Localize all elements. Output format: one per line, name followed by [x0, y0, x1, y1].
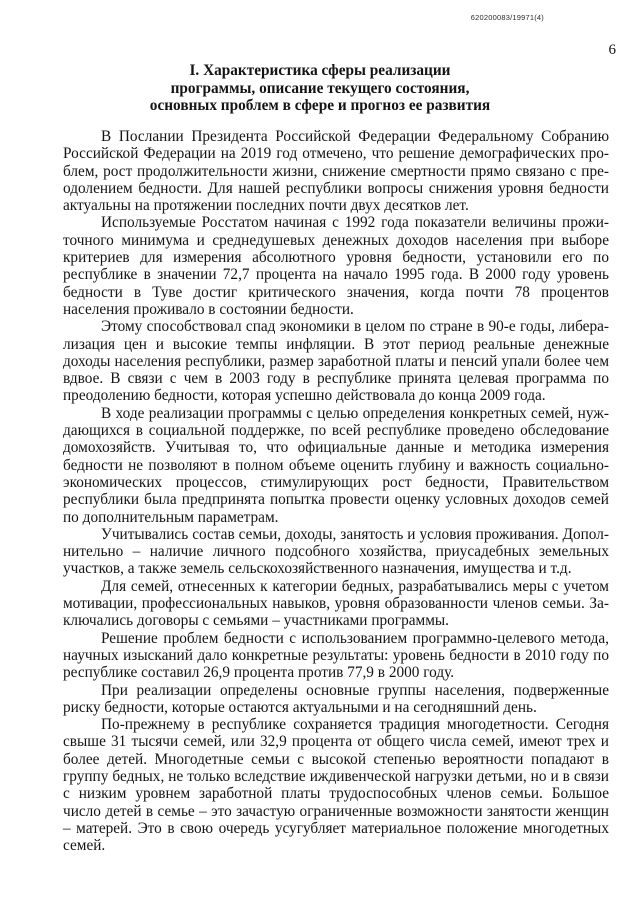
paragraph: Решение проблем бедности с использованием программно-целевого метода, научных изысканий дало конкретные результаты: уровень бедности в 2010 году по республике составил 26,9 процента против 77,9 в 2000 году. [63, 629, 609, 682]
paragraph: Учитывались состав семьи, доходы, занятость и условия проживания. Дополнительно – наличие личного подсобного хозяйства, приусадебных земельных участков, а также земель сельскохозяйственного назначения, имущества и т.д. [63, 525, 609, 578]
document-code: 620200083/19971(4) [470, 13, 544, 22]
section-title-line: программы, описание текущего состояния, [170, 79, 470, 97]
section-title-line: основных проблем в сфере и прогноз ее развития [149, 97, 491, 114]
paragraph: Используемые Росстатом начиная с 1992 года показатели величины прожиточного минимума и среднедушевых денежных доходов населения при выборе критериев для измерения абсолютного уровня бедности, установили его по республике в значении 72,7 процента на начало 1995 года. В 2000 году уровень бедности в Туве достиг критического значения, когда почти 78 процентов населения проживало в состоянии бедности. [63, 214, 609, 318]
paragraph: В ходе реализации программы с целью определения конкретных семей, нуждающихся в социальной поддержке, по всей республике проведено обследование домохозяйств. Учитывая то, что официальные данные и методика измерения бедности не позволяют в полном объеме оценить глубину и важность социально-экономических процессов, стимулирующих рост бедности, Правительством республики была предпринята попытка провести оценку условных доходов семей по дополнительным параметрам. [63, 404, 609, 526]
paragraph: В Послании Президента Российской Федерации Федеральному Собранию Российской Федерации на 2019 год отмечено, что решение демографических проблем, рост продолжительности жизни, снижение смертности прямо связано с преодолением бедности. Для нашей республики вопросы снижения уровня бедности актуальны на протяжении последних почти двух десятков лет. [63, 128, 609, 215]
section-title [110, 62, 530, 115]
section-body [63, 128, 609, 854]
section-title-line: I. Характеристика сферы реализации [189, 62, 451, 79]
paragraph: При реализации определены основные группы населения, подверженные риску бедности, которые остаются актуальными и на сегодняшний день. [63, 681, 609, 716]
paragraph: Для семей, отнесенных к категории бедных, разрабатывались меры с учетом мотивации, профессиональных навыков, уровня образованности членов семьи. Заключались договоры с семьями – участниками программы. [63, 577, 609, 630]
paragraph: По-прежнему в республике сохраняется традиция многодетности. Сегодня свыше 31 тысячи семей, или 32,9 процента от общего числа семей, имеют трех и более детей. Многодетные семьи с высокой степенью вероятности попадают в группу бедных, не только вследствие иждивенческой нагрузки детьми, но и в связи с низким уровнем заработной платы трудоспособных членов семьи. Большое число детей в семье – это зачастую ограниченные возможности занятости женщин – матерей. Это в свою очередь усугубляет материальное положение многодетных семей. [63, 716, 609, 855]
page-number: 6 [608, 42, 616, 58]
paragraph: Этому способствовал спад экономики в целом по стране в 90-е годы, либерализация цен и высокие темпы инфляции. В этот период реальные денежные доходы населения республики, размер заработной платы и пенсий упали более чем вдвое. В связи с чем в 2003 году в республике принята целевая программа по преодолению бедности, которая успешно действовала до конца 2009 года. [63, 318, 609, 405]
